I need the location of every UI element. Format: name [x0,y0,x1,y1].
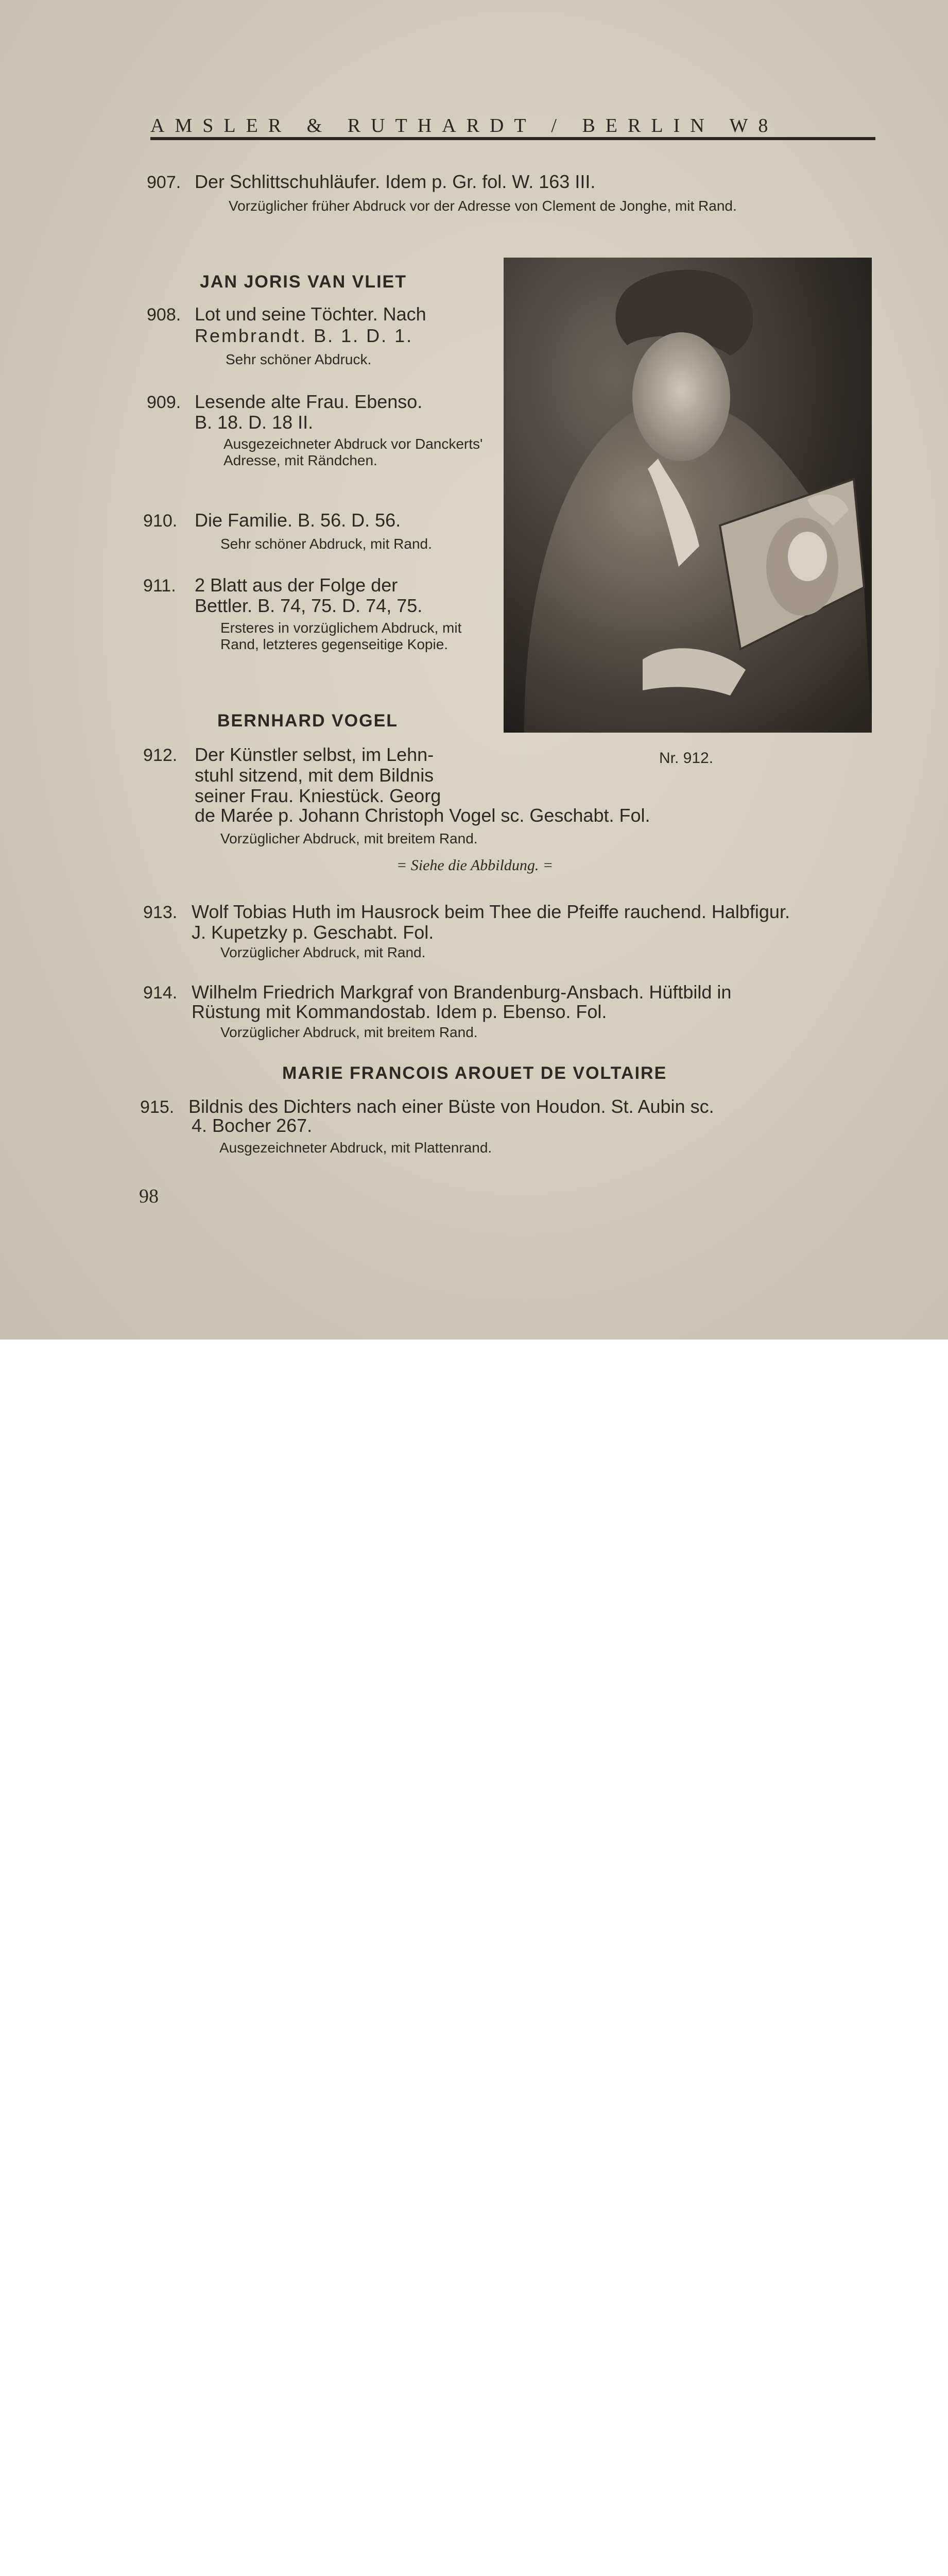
entry-note: Sehr schöner Abdruck, mit Rand. [220,536,432,552]
entry-note: Vorzüglicher Abdruck, mit breitem Rand. [220,1024,478,1040]
entry-title: seiner Frau. Kniestück. Georg [195,785,441,806]
entry-number: 914. [143,983,178,1003]
entry-title: Wolf Tobias Huth im Hausrock beim Thee die Pfeiffe rauchend. Halbfigur. [192,901,790,922]
illustration-caption: Nr. 912. [659,750,714,767]
entry-number: 910. [143,511,178,531]
entry-note: Vorzüglicher früher Abdruck vor der Adresse von Clement de Jonghe, mit Rand. [229,198,737,214]
entry-number: 907. [147,173,181,192]
section-heading-van-vliet: JAN JORIS VAN VLIET [200,272,407,292]
entry-title: Lesende alte Frau. Ebenso. [195,391,423,412]
entry-title: Der Schlittschuhläufer. Idem p. Gr. fol. W. 163 III. [195,171,596,192]
entry-title: Rembrandt. B. 1. D. 1. [195,325,413,346]
portrait-illustration [504,258,872,733]
entry-note: Vorzüglicher Abdruck, mit breitem Rand. [220,831,478,846]
footer-bar [0,1340,948,1407]
entry-number: 908. [147,305,181,325]
entry-title: Wilhelm Friedrich Markgraf von Brandenburg-Ansbach. Hüftbild in [192,981,732,1003]
entry-number: 915. [140,1097,175,1117]
entry-number: 909. [147,393,181,412]
entry-note: Ausgezeichneter Abdruck, mit Plattenrand. [219,1140,492,1156]
entry-title: B. 18. D. 18 II. [195,412,314,433]
entry-title: 4. Bocher 267. [192,1115,313,1136]
entry-title: Die Familie. B. 56. D. 56. [195,510,401,531]
entry-number: 912. [143,745,178,765]
header-rule [150,137,875,140]
entry-title: J. Kupetzky p. Geschabt. Fol. [192,922,434,943]
portrait-engraving [504,258,872,733]
entry-number: 913. [143,903,178,922]
page-number: 98 [139,1185,159,1207]
entry-note: Sehr schöner Abdruck. [226,351,372,367]
entry-title: de Marée p. Johann Christoph Vogel sc. Geschabt. Fol. [195,805,650,826]
entry-title: stuhl sitzend, mit dem Bildnis [195,765,434,786]
entry-title: Lot und seine Töchter. Nach [195,303,426,325]
section-heading-vogel: BERNHARD VOGEL [217,711,399,731]
entry-title: Rüstung mit Kommandostab. Idem p. Ebenso. Fol. [192,1001,607,1022]
entry-title: Der Künstler selbst, im Lehn- [195,744,434,765]
page-header: AMSLER & RUTHARDT / BERLIN W8 [150,115,779,137]
entry-title: Bildnis des Dichters nach einer Büste von Houdon. St. Aubin sc. [188,1096,714,1117]
entry-note: Ausgezeichneter Abdruck vor Danckerts' Adresse, mit Rändchen. [223,436,483,468]
entry-title: 2 Blatt aus der Folge der [195,574,398,596]
section-heading-voltaire: MARIE FRANCOIS AROUET DE VOLTAIRE [282,1063,667,1083]
entry-title: Bettler. B. 74, 75. D. 74, 75. [195,595,423,616]
entry-number: 911. [143,576,176,596]
entry-note: Vorzüglicher Abdruck, mit Rand. [220,944,426,960]
entry-note: Ersteres in vorzüglichem Abdruck, mit Rand, letzteres gegenseitige Kopie. [220,620,462,652]
see-illustration-note: = Siehe die Abbildung. = [397,857,554,874]
